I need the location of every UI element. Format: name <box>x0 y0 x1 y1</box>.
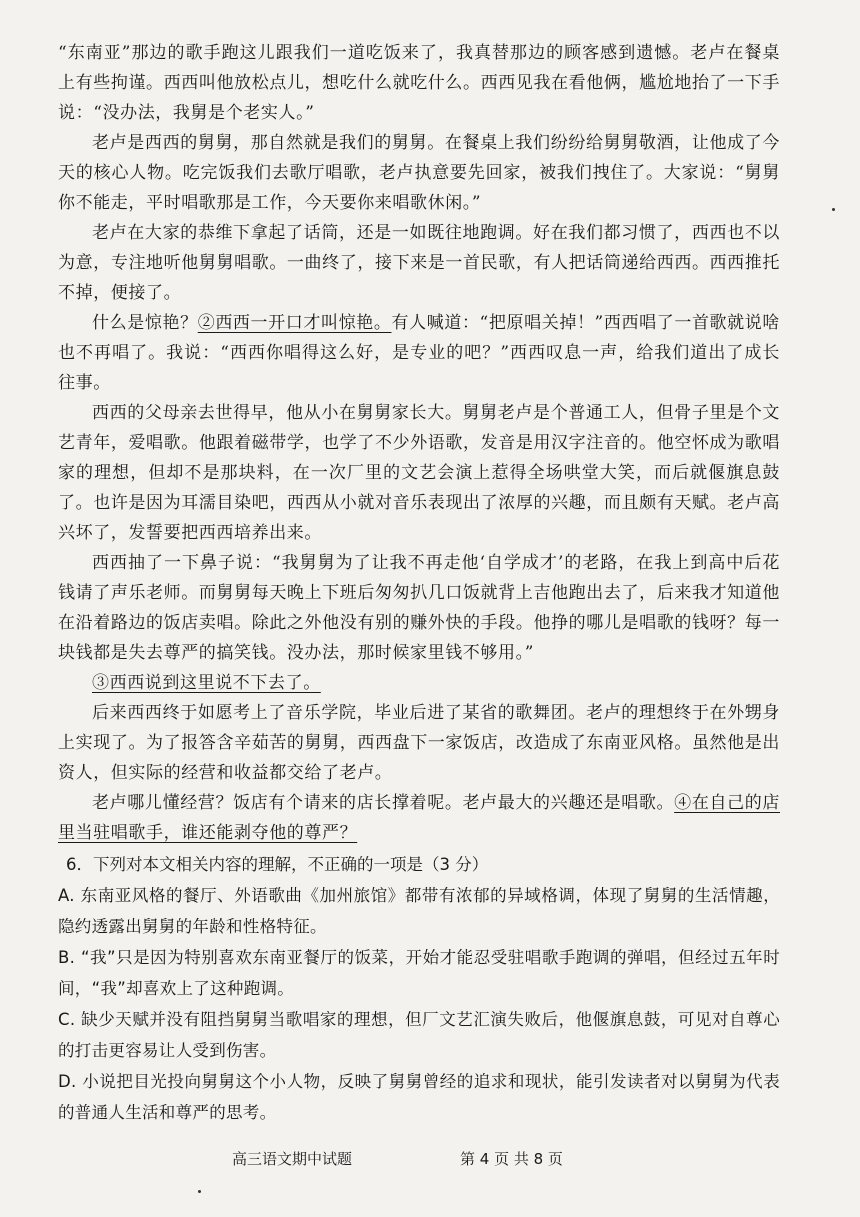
option-c: C. 缺少天赋并没有阻挡舅舅当歌唱家的理想，但厂文艺汇演失败后，他偃旗息鼓，可见对自尊心的打击更容易让人受到伤害。 <box>58 1010 780 1060</box>
option-b: B. “我”只是因为特别喜欢东南亚餐厅的饭菜，开始才能忍受驻唱歌手跑调的弹唱，但经过五年时间，“我”却喜欢上了这种跑调。 <box>58 948 780 998</box>
option-d: D. 小说把目光投向舅舅这个小人物，反映了舅舅曾经的追求和现状，能引发读者对以舅舅为代表的普通人生活和尊严的思考。 <box>58 1072 780 1122</box>
paragraph-5: 西西的父母亲去世得早，他从小在舅舅家长大。舅舅老卢是个普通工人，但骨子里是个文艺青年，爱唱歌。他跟着磁带学，也学了不少外语歌，发音是用汉字注音的。他空怀成为歌唱家的理想，但却不是那块料，在一次厂里的文艺会演上惹得全场哄堂大笑，而后就偃旗息鼓了。也许是因为耳濡目染吧，西西从小就对音乐表现出了浓厚的兴趣，而且颇有天赋。老卢高兴坏了，发誓要把西西培养出来。 <box>58 403 780 543</box>
option-a: A. 东南亚风格的餐厅、外语歌曲《加州旅馆》都带有浓郁的异域格调，体现了舅舅的生活情趣，隐约透露出舅舅的年龄和性格特征。 <box>58 886 780 936</box>
footer-page-number: 第 4 页 共 8 页 <box>460 1150 563 1168</box>
paragraph-9-lead: 老卢哪儿懂经营？饭店有个请来的店长撑着呢。老卢最大的兴趣还是唱歌。 <box>92 793 675 813</box>
question-stem: 6．下列对本文相关内容的理解，不正确的一项是（3 分） <box>66 855 489 874</box>
paragraph-9 <box>58 788 780 848</box>
paragraph-2: 老卢是西西的舅舅，那自然就是我们的舅舅。在餐桌上我们纷纷给舅舅敬酒，让他成了今天的核心人物。吃完饭我们去歌厅唱歌，老卢执意要先回家，被我们拽住了。大家说：“舅舅你不能走，平时唱歌那是工作，今天要你来唱歌休闲。” <box>58 133 780 213</box>
marked-sentence-3: ③西西说到这里说不下去了。 <box>92 673 321 693</box>
question-6 <box>58 850 780 1128</box>
footer-subject: 高三语文期中试题 <box>232 1150 353 1168</box>
paragraph-4 <box>58 308 780 398</box>
paragraph-8: 后来西西终于如愿考上了音乐学院，毕业后进了某省的歌舞团。老卢的理想终于在外甥身上实现了。为了报答含辛茹苦的舅舅，西西盘下一家饭店，改造成了东南亚风格。虽然他是出资人，但实际的经营和收益都交给了老卢。 <box>58 703 780 783</box>
paragraph-3: 老卢在大家的恭维下拿起了话筒，还是一如既往地跑调。好在我们都习惯了，西西也不以为意，专注地听他舅舅唱歌。一曲终了，接下来是一首民歌，有人把话筒递给西西。西西推托不掉，便接了。 <box>58 223 780 303</box>
paragraph-6: 西西抽了一下鼻子说：“我舅舅为了让我不再走他‘自学成才’的老路，在我上到高中后花钱请了声乐老师。而舅舅每天晚上下班后匆匆扒几口饭就背上吉他跑出去了，后来我才知道他在沿着路边的饭店卖唱。除此之外他没有别的赚外快的手段。他挣的哪儿是唱歌的钱呀？每一块钱都是失去尊严的搞笑钱。没办法，那时候家里钱不够用。” <box>58 553 780 663</box>
scan-speck <box>832 208 835 211</box>
paragraph-1: “东南亚”那边的歌手跑这儿跟我们一道吃饭来了，我真替那边的顾客感到遗憾。老卢在餐桌上有些拘谨。西西叫他放松点儿，想吃什么就吃什么。西西见我在看他俩，尴尬地抬了一下手说：“没办法，我舅是个老实人。” <box>58 43 780 123</box>
paragraph-4-lead: 什么是惊艳？ <box>92 313 198 333</box>
paragraph-7 <box>58 668 780 698</box>
marked-sentence-2: ②西西一开口才叫惊艳。 <box>197 313 392 333</box>
marked-sentence-4: ④在自己的店里当驻唱歌手，谁还能剥夺他的尊严？ <box>58 793 780 843</box>
scan-speck <box>198 1190 201 1193</box>
paragraph-4-rest: 有人喊道：“把原唱关掉！”西西唱了一首歌就说啥也不再唱了。我说：“西西你唱得这么好，是专业的吧？”西西叹息一声，给我们道出了成长往事。 <box>58 313 781 393</box>
